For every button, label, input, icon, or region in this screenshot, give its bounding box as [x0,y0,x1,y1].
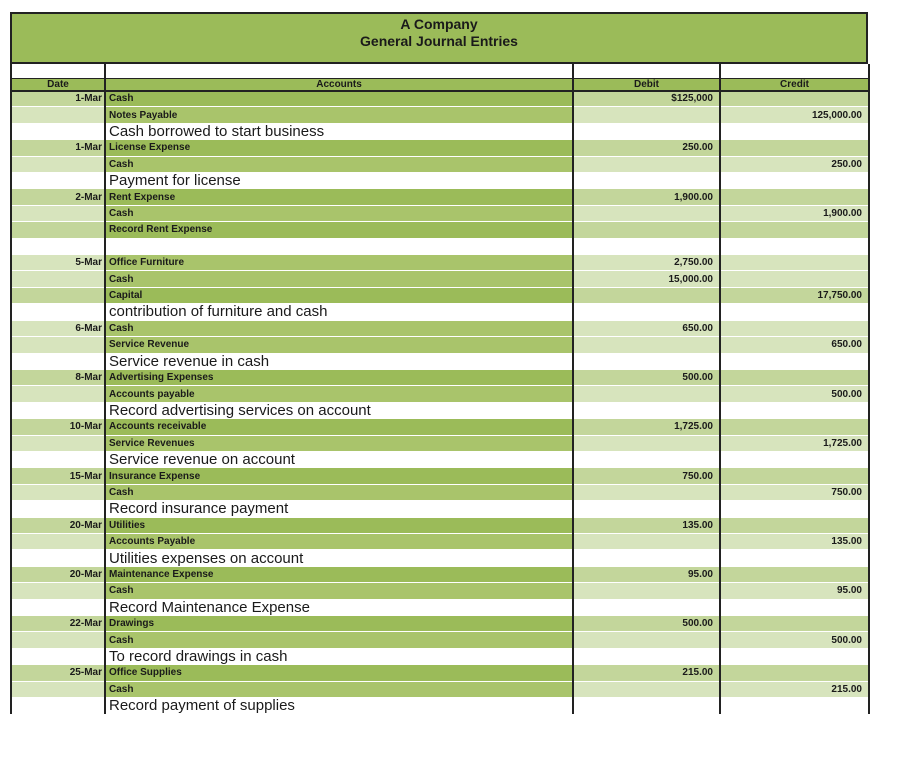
debit-cell [573,107,720,123]
date-cell: 2-Mar [11,189,105,205]
credit-cell [720,271,869,287]
memo-row [11,550,869,566]
credit-cell [720,566,869,582]
journal-row [11,156,869,172]
account-cell: Accounts payable [105,386,573,402]
date-cell: 1-Mar [11,140,105,156]
account-cell: Rent Expense [105,189,573,205]
journal-row [11,107,869,123]
account-cell: Cash [105,484,573,500]
date-cell: 8-Mar [11,369,105,385]
debit-cell [573,123,720,139]
debit-cell [573,451,720,467]
memo-row [11,599,869,615]
credit-cell [720,501,869,517]
debit-cell [573,484,720,500]
credit-cell [720,599,869,615]
date-cell [11,205,105,221]
debit-cell [573,533,720,549]
memo-row [11,123,869,139]
debit-cell [573,353,720,369]
account-cell: Office Furniture [105,255,573,271]
journal-sheet [10,12,868,714]
sheet-header [10,12,868,62]
account-cell: Insurance Expense [105,468,573,484]
debit-cell [573,173,720,189]
credit-cell [720,402,869,418]
journal-row [11,681,869,697]
date-cell [11,304,105,320]
column-header-date: Date [11,78,105,91]
column-header-accounts: Accounts [105,78,573,91]
spacer-cell [11,64,105,78]
credit-cell [720,550,869,566]
spacer-cell [573,64,720,78]
journal-row [11,517,869,533]
memo-row [11,501,869,517]
credit-cell: 500.00 [720,386,869,402]
account-cell: Cash [105,91,573,107]
account-cell: Payment for license [105,173,573,189]
memo-row [11,648,869,664]
memo-row [11,173,869,189]
account-cell: Notes Payable [105,107,573,123]
debit-cell [573,648,720,664]
journal-row [11,484,869,500]
account-cell: Cash [105,632,573,648]
account-cell: Capital [105,287,573,303]
account-cell [105,238,573,254]
date-cell [11,632,105,648]
date-cell [11,583,105,599]
date-cell [11,238,105,254]
debit-cell [573,205,720,221]
debit-cell [573,501,720,517]
account-cell: Record insurance payment [105,501,573,517]
debit-cell [573,632,720,648]
date-cell [11,599,105,615]
debit-cell [573,599,720,615]
date-cell [11,501,105,517]
date-cell [11,386,105,402]
account-cell: Service revenue in cash [105,353,573,369]
journal-table [10,64,870,714]
account-cell: Cash [105,320,573,336]
date-cell [11,287,105,303]
account-cell: Record payment of supplies [105,698,573,714]
account-cell: Cash [105,205,573,221]
date-cell: 22-Mar [11,616,105,632]
credit-cell [720,238,869,254]
date-cell: 1-Mar [11,91,105,107]
debit-cell [573,698,720,714]
account-cell: Record advertising services on account [105,402,573,418]
account-cell: Drawings [105,616,573,632]
credit-cell [720,353,869,369]
debit-cell [573,287,720,303]
account-cell: Cash borrowed to start business [105,123,573,139]
debit-cell: $125,000 [573,91,720,107]
date-cell: 20-Mar [11,566,105,582]
memo-row [11,698,869,714]
journal-subtitle: General Journal Entries [360,33,518,49]
company-title: A Company [400,16,478,32]
debit-cell [573,681,720,697]
date-cell: 6-Mar [11,320,105,336]
date-cell [11,337,105,353]
debit-cell [573,435,720,451]
journal-row [11,566,869,582]
credit-cell: 215.00 [720,681,869,697]
date-cell: 5-Mar [11,255,105,271]
column-header-row [11,78,869,91]
account-cell: Cash [105,583,573,599]
journal-row [11,468,869,484]
credit-cell: 500.00 [720,632,869,648]
journal-row [11,632,869,648]
debit-cell: 650.00 [573,320,720,336]
credit-cell: 125,000.00 [720,107,869,123]
credit-cell [720,140,869,156]
debit-cell: 135.00 [573,517,720,533]
credit-cell: 135.00 [720,533,869,549]
journal-row [11,238,869,254]
date-cell [11,484,105,500]
date-cell [11,123,105,139]
credit-cell [720,517,869,533]
column-header-debit: Debit [573,78,720,91]
debit-cell [573,156,720,172]
date-cell [11,402,105,418]
journal-row [11,320,869,336]
journal-row [11,140,869,156]
credit-cell: 750.00 [720,484,869,500]
account-cell: Service Revenue [105,337,573,353]
date-cell [11,435,105,451]
credit-cell [720,419,869,435]
memo-row [11,451,869,467]
credit-cell [720,304,869,320]
credit-cell: 17,750.00 [720,287,869,303]
debit-cell [573,402,720,418]
account-cell: Accounts receivable [105,419,573,435]
column-header-credit: Credit [720,78,869,91]
debit-cell: 15,000.00 [573,271,720,287]
date-cell [11,648,105,664]
spacer-row [11,64,869,78]
journal-row [11,435,869,451]
account-cell: To record drawings in cash [105,648,573,664]
memo-row [11,402,869,418]
credit-cell [720,616,869,632]
account-cell: Service Revenues [105,435,573,451]
debit-cell [573,337,720,353]
journal-row [11,533,869,549]
credit-cell [720,369,869,385]
account-cell: Office Supplies [105,665,573,681]
date-cell [11,156,105,172]
credit-cell [720,468,869,484]
account-cell: Utilities expenses on account [105,550,573,566]
memo-row [11,353,869,369]
date-cell: 10-Mar [11,419,105,435]
journal-row [11,616,869,632]
account-cell: Utilities [105,517,573,533]
journal-row [11,419,869,435]
account-cell: Accounts Payable [105,533,573,549]
debit-cell: 95.00 [573,566,720,582]
debit-cell: 215.00 [573,665,720,681]
credit-cell [720,91,869,107]
journal-row [11,337,869,353]
date-cell [11,681,105,697]
debit-cell: 500.00 [573,616,720,632]
journal-row [11,665,869,681]
date-cell [11,353,105,369]
journal-row [11,271,869,287]
journal-row [11,222,869,238]
account-cell: License Expense [105,140,573,156]
credit-cell: 95.00 [720,583,869,599]
memo-row [11,304,869,320]
credit-cell [720,123,869,139]
debit-cell [573,550,720,566]
credit-cell: 1,725.00 [720,435,869,451]
debit-cell: 1,725.00 [573,419,720,435]
credit-cell [720,222,869,238]
journal-row [11,287,869,303]
credit-cell: 250.00 [720,156,869,172]
date-cell [11,533,105,549]
credit-cell [720,255,869,271]
account-cell: contribution of furniture and cash [105,304,573,320]
debit-cell [573,238,720,254]
date-cell: 25-Mar [11,665,105,681]
debit-cell [573,386,720,402]
date-cell: 20-Mar [11,517,105,533]
spacer-cell [105,64,573,78]
credit-cell: 1,900.00 [720,205,869,221]
credit-cell [720,665,869,681]
journal-row [11,369,869,385]
journal-row [11,205,869,221]
account-cell: Record Rent Expense [105,222,573,238]
debit-cell [573,583,720,599]
debit-cell: 500.00 [573,369,720,385]
credit-cell [720,173,869,189]
date-cell [11,451,105,467]
journal-row [11,386,869,402]
date-cell [11,173,105,189]
credit-cell [720,189,869,205]
account-cell: Cash [105,156,573,172]
account-cell: Advertising Expenses [105,369,573,385]
spacer-cell [720,64,869,78]
account-cell: Cash [105,681,573,697]
account-cell: Service revenue on account [105,451,573,467]
date-cell [11,698,105,714]
debit-cell [573,304,720,320]
journal-row [11,583,869,599]
journal-row [11,91,869,107]
journal-row [11,255,869,271]
credit-cell: 650.00 [720,337,869,353]
credit-cell [720,320,869,336]
journal-row [11,189,869,205]
date-cell [11,107,105,123]
debit-cell: 1,900.00 [573,189,720,205]
date-cell: 15-Mar [11,468,105,484]
account-cell: Maintenance Expense [105,566,573,582]
debit-cell: 2,750.00 [573,255,720,271]
credit-cell [720,648,869,664]
credit-cell [720,451,869,467]
debit-cell: 250.00 [573,140,720,156]
date-cell [11,222,105,238]
account-cell: Cash [105,271,573,287]
date-cell [11,271,105,287]
debit-cell: 750.00 [573,468,720,484]
debit-cell [573,222,720,238]
account-cell: Record Maintenance Expense [105,599,573,615]
credit-cell [720,698,869,714]
date-cell [11,550,105,566]
